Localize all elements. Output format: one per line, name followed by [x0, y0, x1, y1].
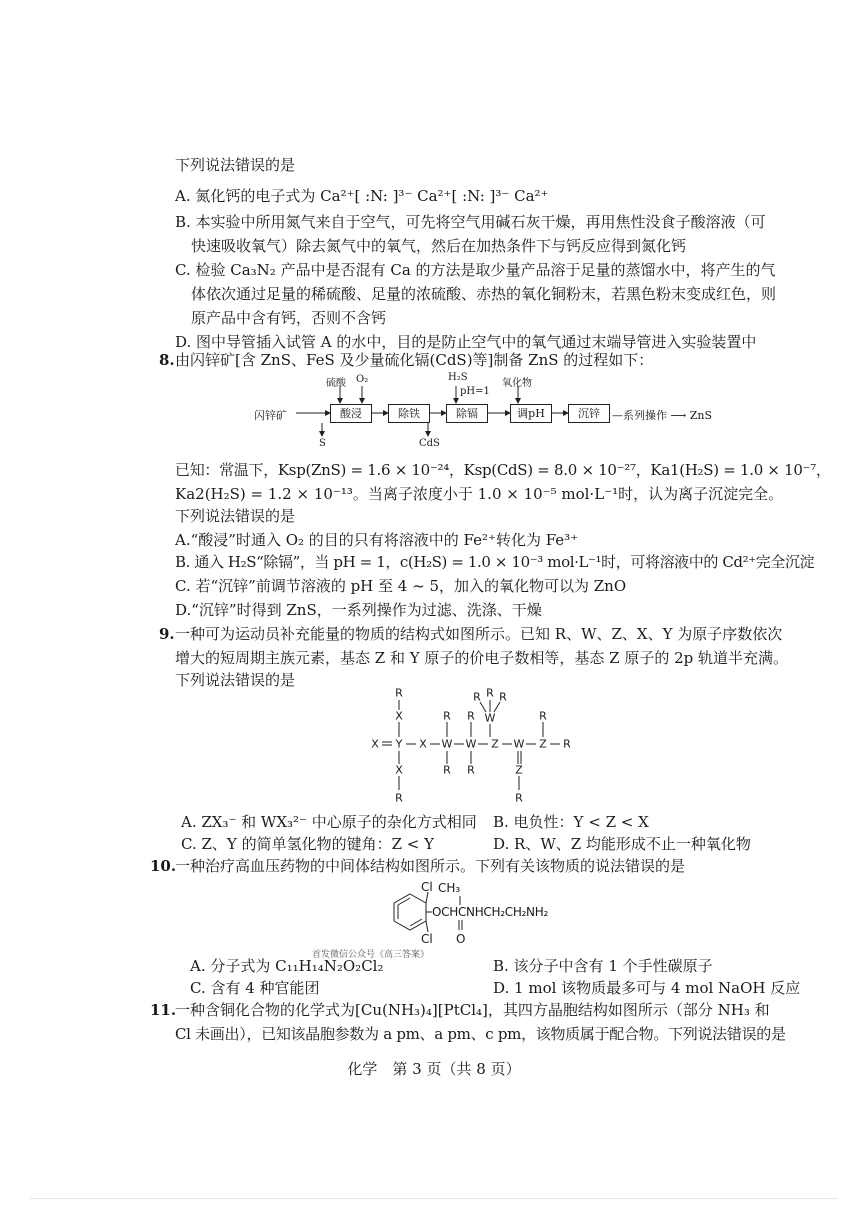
flow-step-acid-leach: 酸浸: [330, 404, 372, 423]
atom-x: X: [395, 709, 403, 723]
q9-stem-line1: 一种可为运动员补充能量的物质的结构式如图所示。已知 R、W、Z、X、Y 为原子序数依次: [175, 625, 783, 643]
atom-w: W: [441, 737, 453, 751]
atom-r: R: [467, 709, 475, 723]
atom-r: R: [395, 686, 403, 700]
q9-stem-line3: 下列说法错误的是: [175, 671, 296, 689]
atom-r: R: [539, 709, 547, 723]
flow-input-sulfuric-acid: 硫酸: [326, 378, 346, 389]
q7-option-c-line2: 体依次通过足量的稀硫酸、足量的浓硫酸、赤热的氧化铜粉末，若黑色粉末变成红色，则: [191, 285, 777, 303]
q8-known-line2: Ka2(H₂S) = 1.2 × 10⁻¹³。当离子浓度小于 1.0 × 10⁻⁵ mol·L⁻¹时，认为离子沉淀完全。: [175, 485, 784, 503]
atom-r: R: [486, 686, 494, 700]
flow-input-oxide: 氧化物: [502, 378, 532, 389]
q7-option-a: A. 氮化钙的电子式为 Ca²⁺[ :N: ]³⁻ Ca²⁺[ :N: ]³⁻ Ca²⁺: [175, 187, 549, 205]
q7-option-b-line2: 快速吸收氧气）除去氮气中的氧气，然后在加热条件下与钙反应得到氮化钙: [191, 237, 687, 255]
q7-option-c-line3: 原产品中含有钙，否则不含钙: [191, 309, 387, 327]
q11-number: 11.: [150, 1001, 177, 1019]
flow-output-cds: CdS: [419, 438, 440, 449]
flow-input-oxygen: O₂: [356, 374, 369, 385]
q8-stem2: 下列说法错误的是: [175, 507, 296, 525]
q10-option-a: A. 分子式为 C₁₁H₁₄N₂O₂Cl₂: [190, 957, 384, 975]
atom-r: R: [395, 791, 403, 805]
atom-r: R: [467, 763, 475, 777]
flow-end: —系列操作 ⟶ ZnS: [612, 409, 713, 422]
q9-option-d: D. R、W、Z 均能形成不止一种氧化物: [493, 835, 751, 853]
flow-step-precipitate-zinc: 沉锌: [568, 404, 610, 423]
atom-w: W: [513, 737, 525, 751]
q8-option-c: C. 若“沉锌”前调节溶液的 pH 至 4 ~ 5，加入的氧化物可以为 ZnO: [175, 577, 627, 595]
q10-option-d: D. 1 mol 该物质最多可与 4 mol NaOH 反应: [493, 979, 801, 997]
flow-start: 闪锌矿: [254, 409, 287, 422]
flow-input-h2s: H₂S: [448, 372, 468, 383]
q8-option-d: D.“沉锌”时得到 ZnS，一系列操作为过滤、洗涤、干燥: [175, 601, 542, 619]
q7-option-b-line1: B. 本实验中所用氮气来自于空气，可先将空气用碱石灰干燥，再用焦性没食子酸溶液（可: [175, 213, 766, 231]
methyl-group: CH₃: [438, 881, 461, 895]
q9-option-c: C. Z、Y 的简单氢化物的键角：Z < Y: [181, 835, 435, 853]
carbonyl-oxygen: O: [456, 932, 466, 946]
q10-option-c: C. 含有 4 种官能团: [190, 979, 320, 997]
flow-step-adjust-ph: 调pH: [510, 404, 552, 423]
flow-output-sulfur: S: [319, 438, 326, 449]
atom-r: R: [499, 690, 507, 704]
flow-step-remove-iron: 除铁: [388, 404, 430, 423]
watermark: 首发微信公众号《高三答案》: [312, 950, 430, 960]
q8-process-flowchart: [254, 370, 713, 454]
atom-r: R: [563, 737, 571, 751]
page-footer: 化学 第 3 页（共 8 页）: [347, 1060, 521, 1078]
atom-w: W: [465, 737, 477, 751]
q11-line1: 一种含铜化合物的化学式为[Cu(NH₃)₄][PtCl₄]，其四方晶胞结构如图所示（部分 NH₃ 和: [175, 1001, 770, 1019]
atom-x: X: [419, 737, 427, 751]
q8-option-b: B. 通入 H₂S“除镉”，当 pH = 1，c(H₂S) = 1.0 × 10⁻³ mol·L⁻¹时，可将溶液中的 Cd²⁺完全沉淀: [175, 553, 815, 571]
flow-input-ph: pH=1: [460, 386, 490, 397]
q9-structural-formula: [368, 684, 578, 808]
q10-molecule-structure: [378, 878, 568, 948]
q7-option-d: D. 图中导管插入试管 A 的水中，目的是防止空气中的氧气通过末端导管进入实验装置中: [175, 333, 757, 351]
atom-z: Z: [539, 737, 547, 751]
atom-r: R: [473, 690, 481, 704]
bottom-divider: [30, 1198, 838, 1199]
q9-stem-line2: 增大的短周期主族元素，基态 Z 和 Y 原子的价电子数相等，基态 Z 原子的 2p 轨道半充满。: [175, 649, 789, 667]
side-chain: OCHCNHCH₂CH₂NH₂: [432, 905, 548, 919]
q8-known-line1: 已知：常温下，Ksp(ZnS) = 1.6 × 10⁻²⁴，Ksp(CdS) = 8.0 × 10⁻²⁷，Ka1(H₂S) = 1.0 × 10⁻⁷，: [175, 461, 831, 479]
q9-option-a: A. ZX₃⁻ 和 WX₃²⁻ 中心原子的杂化方式相同: [181, 813, 477, 831]
chlorine-bottom: Cl: [421, 932, 433, 946]
atom-r: R: [515, 791, 523, 805]
q10-number: 10.: [150, 857, 177, 875]
chlorine-top: Cl: [421, 880, 433, 894]
q7-stem: 下列说法错误的是: [175, 156, 296, 174]
atom-r: R: [443, 709, 451, 723]
q8-stem: 由闪锌矿[含 ZnS、FeS 及少量硫化镉(CdS)等]制备 ZnS 的过程如下：: [175, 351, 654, 369]
q9-number: 9.: [159, 625, 175, 643]
q10-stem: 一种治疗高血压药物的中间体结构如图所示。下列有关该物质的说法错误的是: [175, 857, 686, 875]
atom-x: X: [395, 763, 403, 777]
atom-w: W: [484, 711, 496, 725]
q11-line2: Cl 未画出），已知该晶胞参数为 a pm、a pm、c pm，该物质属于配合物。下列说法错误的是: [175, 1025, 786, 1043]
q8-option-a: A.“酸浸”时通入 O₂ 的目的只有将溶液中的 Fe²⁺转化为 Fe³⁺: [175, 531, 579, 549]
q9-option-b: B. 电负性：Y < Z < X: [493, 813, 649, 831]
q7-option-c-line1: C. 检验 Ca₃N₂ 产品中是否混有 Ca 的方法是取少量产品溶于足量的蒸馏水中，将产生的气: [175, 261, 776, 279]
atom-z: Z: [515, 763, 523, 777]
atom-z: Z: [491, 737, 499, 751]
atom-y: Y: [395, 737, 403, 751]
atom-x: X: [371, 737, 379, 751]
q8-number: 8.: [159, 351, 175, 369]
flow-step-remove-cadmium: 除镉: [446, 404, 488, 423]
atom-r: R: [443, 763, 451, 777]
q10-option-b: B. 该分子中含有 1 个手性碳原子: [493, 957, 713, 975]
